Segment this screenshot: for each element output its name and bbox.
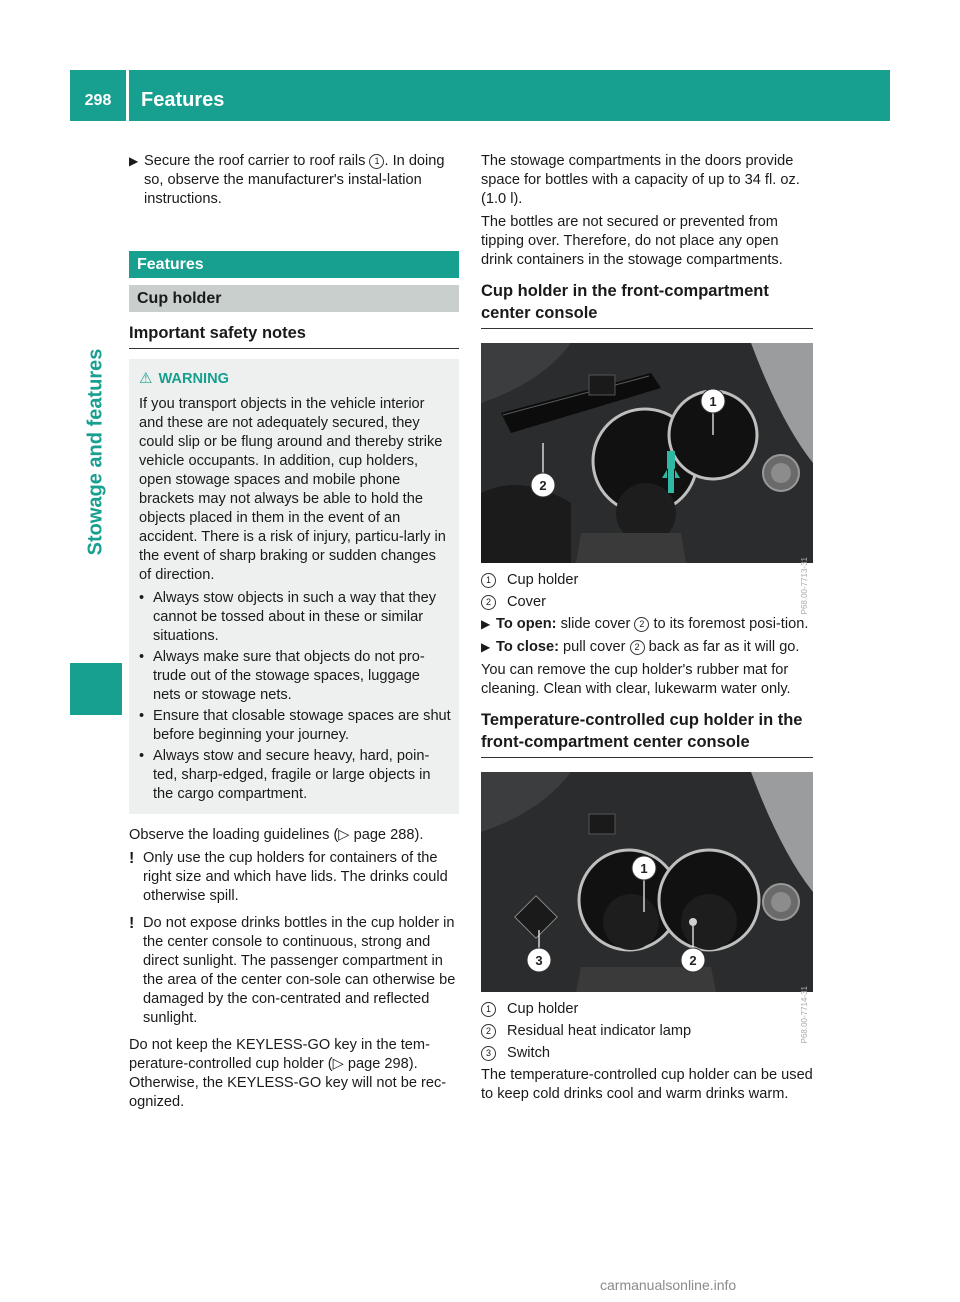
close-step: ▶ To close: pull cover 2 back as far as it will go. xyxy=(481,639,800,655)
page-number: 298 xyxy=(84,92,112,109)
step-arrow-icon: ▶ xyxy=(129,154,139,168)
note-sunlight: ! Do not expose drinks bottles in the cup holder in the center console to continuous, strong and direct sunlight. The passenger compartment in the area of the center con-sole can otherwise be damaged by the con-centrated and reflected sunlight. xyxy=(129,915,456,1026)
warning-bullet: • Always stow objects in such a way that they cannot be tossed about in these or similar situations. xyxy=(139,589,451,646)
intro-step: ▶ Secure the roof carrier to roof rails 1 . In doing so, observe the manufacturer's instal-lation instructions. xyxy=(129,153,445,207)
step-arrow-icon: ▶ xyxy=(481,617,491,631)
svg-text:P68.00-7714-31: P68.00-7714-31 xyxy=(800,986,809,1044)
loading-guidelines-text: Observe the loading guidelines (▷ page 288). xyxy=(129,827,424,843)
exclamation-icon: ! xyxy=(129,850,135,867)
header-divider xyxy=(126,70,129,121)
legend-item: 3 Switch xyxy=(481,1044,813,1063)
keyless-go-text: Do not keep the KEYLESS-GO key in the tem-perature-controlled cup holder (▷ page 298). Otherwise, the KEYLESS-GO key will not be rec-ognized. xyxy=(129,1037,447,1110)
warning-title: ⚠ WARNING xyxy=(139,370,229,387)
page-title: Features xyxy=(141,89,225,111)
legend-item: 2 Cover xyxy=(481,593,813,612)
warning-body: If you transport objects in the vehicle interior and these are not adequately secured, they could slip or be flung around and thereby strike vehicle occupants. In addition, cup holders, open stowage spaces and mobile phone brackets may not always be able to hold the objects placed in them in the event of an accident. There is a risk of injury, particu-larly in the event of sharp braking or sudden changes of direction. xyxy=(139,396,446,583)
temperature-cup-holder-text: The temperature-controlled cup holder can be used to keep cold drinks cool and warm drinks warm. xyxy=(481,1067,813,1102)
left-column xyxy=(129,152,459,1116)
warning-box xyxy=(129,359,459,814)
right-column xyxy=(481,152,813,1108)
legend-item: 1 Cup holder xyxy=(481,1000,813,1019)
door-compartment-text: The stowage compartments in the doors provide space for bottles with a capacity of up to 34 fl. oz. (1.0 l). xyxy=(481,153,800,207)
heading-temperature-cup-holder: Temperature-controlled cup holder in the front-compartment center console xyxy=(481,703,813,758)
legend-item: 1 Cup holder xyxy=(481,571,813,590)
section-band-cup-holder: Cup holder xyxy=(129,285,459,312)
warning-triangle-icon: ⚠ xyxy=(139,370,153,387)
svg-text:1: 1 xyxy=(640,861,648,876)
side-tab xyxy=(70,250,122,654)
side-tab-square xyxy=(70,663,122,715)
exclamation-icon: ! xyxy=(129,915,135,932)
svg-text:2: 2 xyxy=(539,478,547,493)
note-cup-size: ! Only use the cup holders for containers of the right size and which have lids. The drinks could otherwise spill. xyxy=(129,850,448,904)
section-band-features: Features xyxy=(129,251,459,278)
watermark: carmanualsonline.info xyxy=(600,1277,737,1293)
heading-front-cup-holder: Cup holder in the front-compartment center console xyxy=(481,274,813,329)
svg-text:3: 3 xyxy=(535,953,543,968)
warning-bullet: • Always stow and secure heavy, hard, poin-ted, sharp-edged, fragile or large objects in the cargo compartment. xyxy=(139,747,451,804)
side-tab-label: Stowage and features xyxy=(84,348,107,556)
callout-1: 1 xyxy=(369,154,384,169)
svg-text:2: 2 xyxy=(689,953,697,968)
warning-bullet: • Always make sure that objects do not pro-trude out of the stowage spaces, luggage nets or stowage nets. xyxy=(139,648,451,705)
legend-item: 2 Residual heat indicator lamp xyxy=(481,1022,813,1041)
svg-text:1: 1 xyxy=(709,394,717,409)
warning-bullet: • Ensure that closable stowage spaces are shut before beginning your journey. xyxy=(139,707,451,745)
bottles-text: The bottles are not secured or prevented from tipping over. Therefore, do not place any open drink containers in the stowage compartments. xyxy=(481,214,783,268)
svg-text:P68.00-7713-31: P68.00-7713-31 xyxy=(800,557,809,615)
open-step: ▶ To open: slide cover 2 to its foremost posi-tion. xyxy=(481,616,809,632)
step-arrow-icon: ▶ xyxy=(481,640,491,654)
heading-safety-notes: Important safety notes xyxy=(129,316,459,349)
rubber-mat-text: You can remove the cup holder's rubber mat for cleaning. Clean with clear, lukewarm water only. xyxy=(481,662,791,697)
